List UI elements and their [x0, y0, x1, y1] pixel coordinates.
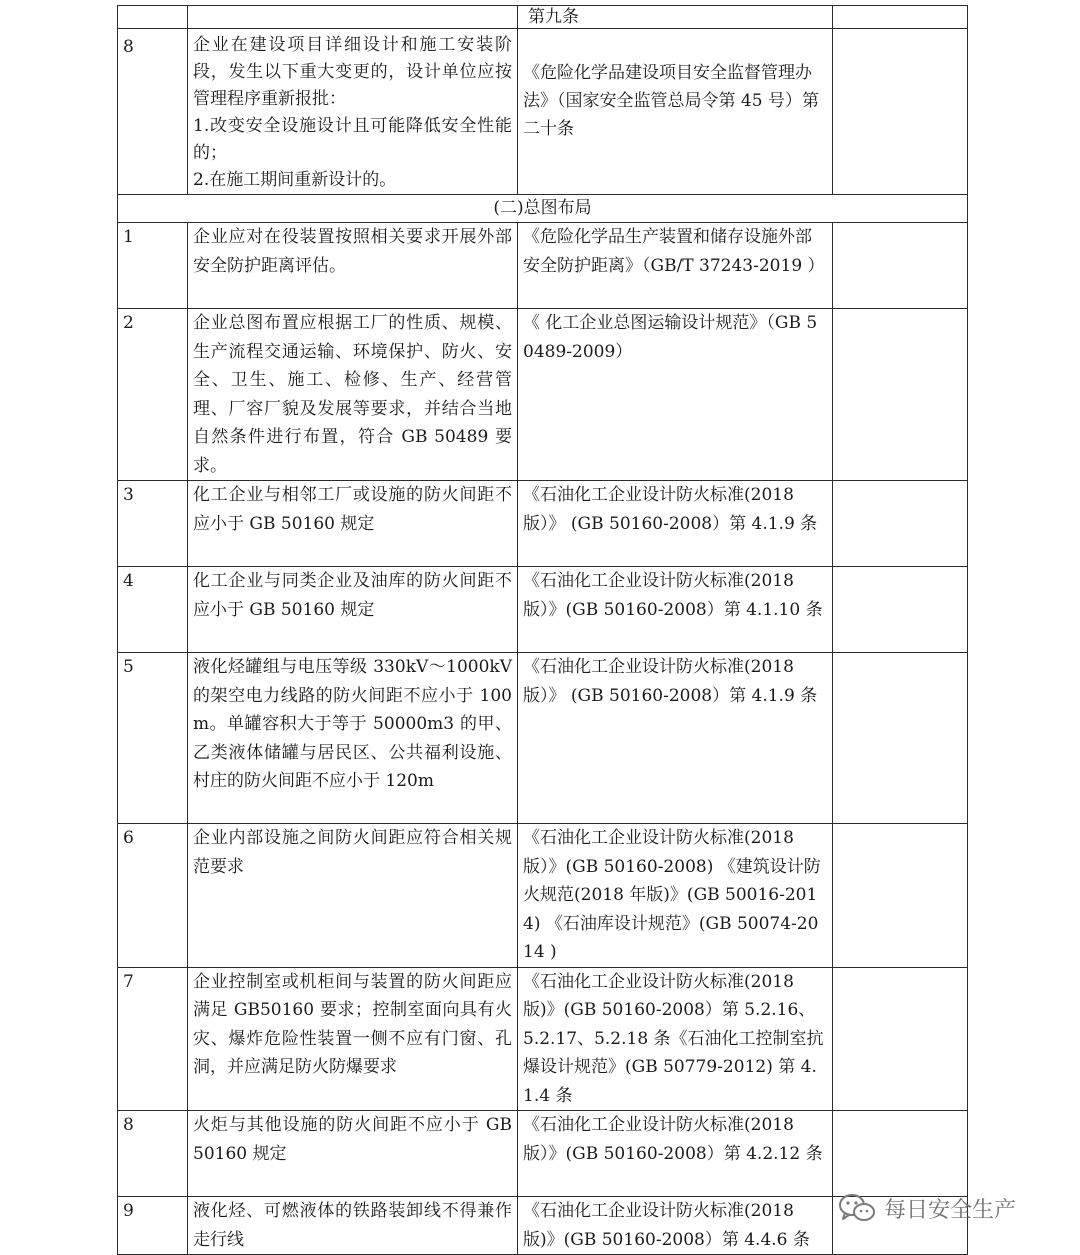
requirement-cell — [188, 223, 518, 309]
item-number: 9 — [123, 1201, 134, 1221]
basis-cell — [518, 567, 833, 653]
table-row — [118, 29, 968, 195]
requirement-text: 液化烃、可燃液体的铁路装卸线不得兼作走行线 — [193, 1201, 512, 1250]
section-title: (二)总图布局 — [493, 198, 592, 218]
requirement-cell — [188, 967, 518, 1111]
requirement-text: 企业在建设项目详细设计和施工安装阶段，发生以下重大变更的，设计单位应按管理程序重新报批： — [193, 35, 512, 109]
note-cell — [833, 824, 968, 968]
basis-cell — [518, 967, 833, 1111]
basis-text: 《危险化学品生产装置和储存设施外部安全防护距离》（GB/T 37243-2019 ） — [523, 227, 825, 276]
note-cell — [833, 29, 968, 195]
requirement-cell — [188, 653, 518, 824]
table-row — [118, 824, 968, 968]
number-cell — [118, 223, 188, 309]
number-cell — [118, 29, 188, 195]
number-cell — [118, 653, 188, 824]
number-cell — [118, 824, 188, 968]
basis-cell — [518, 309, 833, 481]
basis-cell — [518, 481, 833, 567]
table-row — [118, 223, 968, 309]
requirement-cell — [188, 567, 518, 653]
requirement-cell — [188, 1197, 518, 1255]
regulation-table — [117, 5, 968, 1255]
basis-cell — [518, 653, 833, 824]
note-cell — [833, 223, 968, 309]
requirement-text: 化工企业与相邻工厂或设施的防火间距不应小于 GB 50160 规定 — [193, 485, 512, 534]
requirement-subitem: 1.改变安全设施设计且可能降低安全性能的； — [193, 116, 512, 163]
number-cell — [118, 309, 188, 481]
number-cell — [118, 967, 188, 1111]
basis-cell — [518, 223, 833, 309]
requirement-cell — [188, 481, 518, 567]
watermark-text: 每日安全生产 — [884, 1197, 1017, 1223]
basis-cell — [518, 6, 833, 29]
note-cell — [833, 967, 968, 1111]
requirement-cell — [188, 824, 518, 968]
requirement-cell — [188, 309, 518, 481]
table-row — [118, 6, 968, 29]
section-header-row — [118, 195, 968, 223]
note-cell — [833, 653, 968, 824]
table-row — [118, 653, 968, 824]
note-cell — [833, 6, 968, 29]
item-number: 5 — [123, 657, 134, 677]
basis-cell — [518, 29, 833, 195]
wechat-icon — [838, 1192, 876, 1224]
item-number: 7 — [123, 971, 134, 992]
basis-text: 《石油化工企业设计防火标准(2018 版）》(GB 50160-2008）第 4.1.10 条 — [523, 571, 823, 620]
requirement-text: 企业内部设施之间防火间距应符合相关规范要求 — [193, 828, 512, 877]
item-number: 3 — [123, 485, 134, 505]
note-cell — [833, 567, 968, 653]
note-cell — [833, 481, 968, 567]
basis-text: 第九条 — [528, 7, 579, 27]
item-number: 4 — [123, 571, 134, 591]
requirement-text: 企业总图布置应根据工厂的性质、规模、生产流程交通运输、环境保护、防火、安全、卫生、施工、检修、生产、经营管理、厂容厂貌及发展等要求，并结合当地自然条件进行布置，符合 GB 50489 要求。 — [193, 313, 512, 476]
basis-cell — [518, 1197, 833, 1255]
basis-text: 《 化工企业总图运输设计规范》（GB 50489-2009） — [523, 313, 818, 362]
requirement-text: 企业控制室或机柜间与装置的防火间距应满足 GB50160 要求；控制室面向具有火灾、爆炸危险性装置一侧不应有门窗、孔洞，并应满足防火防爆要求 — [193, 971, 512, 1077]
basis-text: 《危险化学品建设项目安全监督管理办法》（国家安全监管总局令第 45 号）第二十条 — [523, 63, 819, 139]
item-number: 2 — [123, 313, 134, 333]
table-row — [118, 567, 968, 653]
requirement-text: 化工企业与同类企业及油库的防火间距不应小于 GB 50160 规定 — [193, 571, 512, 620]
item-number: 1 — [123, 227, 134, 247]
note-cell — [833, 309, 968, 481]
table-row — [118, 1111, 968, 1197]
basis-cell — [518, 1111, 833, 1197]
item-number: 8 — [123, 1115, 134, 1135]
table-row — [118, 481, 968, 567]
requirement-cell — [188, 29, 518, 195]
basis-text: 《石油化工企业设计防火标准(2018 版）》 (GB 50160-2008）第 4.1.9 条 — [523, 485, 818, 534]
requirement-cell — [188, 1111, 518, 1197]
table-row — [118, 967, 968, 1111]
requirement-subitem: 2.在施工期间重新设计的。 — [193, 170, 397, 190]
basis-text: 《石油化工企业设计防火标准(2018 版）》(GB 50160-2008）第 4.2.12 条 — [523, 1115, 823, 1164]
item-number: 6 — [123, 828, 134, 848]
number-cell — [118, 6, 188, 29]
item-number: 8 — [123, 37, 134, 57]
number-cell — [118, 1197, 188, 1255]
number-cell — [118, 1111, 188, 1197]
basis-text: 《石油化工企业设计防火标准(2018 版）》(GB 50160-2008) 《建筑设计防火规范(2018 年版)》(GB 50016-2014) 《石油库设计规范》(GB 50074-2014 ) — [523, 828, 821, 962]
requirement-text: 企业应对在役装置按照相关要求开展外部安全防护距离评估。 — [193, 227, 512, 276]
note-cell — [833, 1111, 968, 1197]
requirement-text: 液化烃罐组与电压等级 330kV～1000kV 的架空电力线路的防火间距不应小于 100m。单罐容积大于等于 50000m3 的甲、乙类液体储罐与居民区、公共福利设施、村庄的防火间距不应小于 120m — [193, 657, 512, 791]
section-header — [118, 195, 968, 223]
requirement-cell — [188, 6, 518, 29]
number-cell — [118, 567, 188, 653]
basis-text: 《石油化工企业设计防火标准(2018 版)》(GB 50160-2008）第 4.4.6 条 — [523, 1201, 810, 1250]
number-cell — [118, 481, 188, 567]
basis-text: 《石油化工企业设计防火标准(2018 版）》 (GB 50160-2008）第 4.1.9 条 — [523, 657, 818, 706]
requirement-text: 火炬与其他设施的防火间距不应小于 GB 50160 规定 — [193, 1115, 512, 1164]
table-row — [118, 309, 968, 481]
watermark — [838, 1192, 1016, 1224]
basis-cell — [518, 824, 833, 968]
basis-text: 《石油化工企业设计防火标准(2018 版)》(GB 50160-2008）第 5.2.16、5.2.17、5.2.18 条《石油化工控制室抗爆设计规范》(GB 50779-2012) 第 4.1.4 条 — [523, 971, 824, 1106]
